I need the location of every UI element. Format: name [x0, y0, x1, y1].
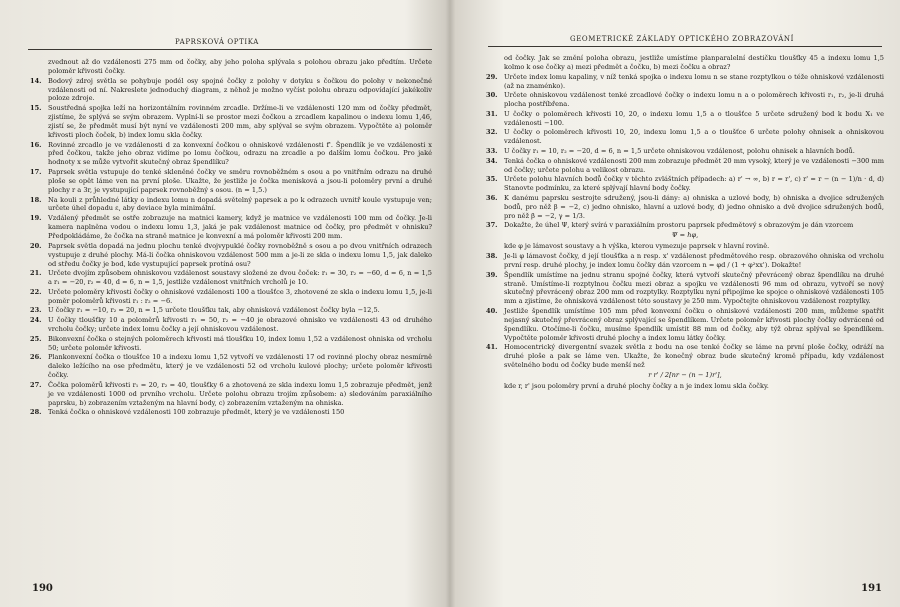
exercise-number: 14. — [30, 76, 42, 85]
exercise-item — [30, 77, 432, 104]
exercise-text: Na kouli z průhledné látky o indexu lomu n dopadá světelný paprsek a po k odrazech uvnitř koule vystupuje ven; určete úhel dopadu ε, aby deviace byla minimální. — [48, 195, 432, 213]
exercise-item — [486, 382, 884, 391]
exercise-text: Je-li φ lámavost čočky, d její tloušťka a n resp. x' vzdálenost předmětového resp. obrazového ohniska od vrcholu první resp. druhé plochy, je index lomu čočky dán vzorcem n = φd / (1 + φ²xx'). Dokažte! — [504, 252, 884, 269]
exercise-item — [486, 175, 884, 193]
exercise-item — [30, 288, 432, 306]
exercise-number: 36. — [486, 193, 498, 202]
exercise-number: 29. — [486, 72, 498, 81]
exercise-item — [30, 58, 432, 76]
exercise-number: 17. — [30, 168, 42, 177]
exercise-text: Tenká čočka o ohniskové vzdálenosti 200 mm zobrazuje předmět 20 mm vysoký, který je ve vzdálenosti −300 mm od čočky; určete polohu a velikost obrazu. — [504, 156, 884, 174]
exercise-item — [486, 54, 884, 72]
exercise-number: 38. — [486, 252, 498, 260]
exercise-number: 30. — [486, 91, 498, 100]
exercise-number: 23. — [30, 306, 42, 315]
exercise-number: 31. — [486, 109, 498, 118]
exercise-item — [30, 269, 432, 287]
exercise-text: Určete ohniskovou vzdálenost tenké zrcadlové čočky o indexu lomu n a o poloměrech křivosti r₁, r₂, je-li druhá plocha postříbřena. — [504, 91, 884, 109]
exercise-text: Soustředná spojka leží na horizontálním rovinném zrcadle. Držíme-li ve vzdálenosti 120 mm od čočky předmět, zjistíme, že splývá se svým obrazem. Vyplní-li se prostor mezi čočkou a zrcadlem kapalinou o indexu lomu 1,46, zjistí se, že předmět musí být nyní ve vzdálenosti 200 mm, aby splýval se svým obrazem. Vypočtěte a) poloměr křivosti ploch čoček, b) index lomu skla čočky. — [48, 104, 432, 139]
right-page-body — [486, 54, 884, 392]
exercise-number: 18. — [30, 195, 42, 204]
formula-text: r r' / 2[nr − (n − 1)r'], — [648, 371, 722, 380]
exercise-number: 28. — [30, 408, 42, 417]
exercise-text: Vzdálený předmět se ostře zobrazuje na matnici kamery, když je matnice ve vzdálenosti 100 mm od čočky. Je-li kamera naplněna vodou o indexu lomu 1,3, jaká je pak vzdálenost matnice od čočky, pro předmět v ohnisku? Předpokládáme, že čočka na straně matnice je konvexní a má poloměr křivosti 200 mm. — [48, 214, 432, 240]
right-page-number: 191 — [861, 583, 882, 594]
exercise-text: K danému paprsku sestrojte sdružený, jsou-li dány: a) ohniska a uzlové body, b) ohniska a dvojice sdružených bodů, pro něž β = −2, c) jedno ohnisko, hlavní a uzlové body, d) jedno ohnisko a dvě dvojice sdružených bodů, pro něž β = −2, γ = 1/3. — [504, 193, 884, 220]
exercise-number: 25. — [30, 334, 42, 343]
exercise-item — [30, 196, 432, 214]
exercise-text: kde φ je lámavost soustavy a h výška, kterou vymezuje paprsek v hlavní rovině. — [504, 242, 770, 251]
exercise-text: Určete polohu hlavních bodů čočky v těchto zvláštních případech: a) r' → ∞, b) r = r', c) r' = r − (n − 1)/n · d, d) Stanovte podmínku, za které splývají hlavní body čočky. — [504, 175, 884, 193]
exercise-text: Určete poloměry křivosti čočky o ohniskové vzdálenosti 100 a tloušťce 3, zhotovené ze skla o indexu lomu 1,5, je-li poměr poloměrů křivosti r₁ : r₂ = −6. — [48, 287, 432, 305]
exercise-text: U čočky tloušťky 10 a poloměrů křivosti r₁ = 50, r₂ = −40 je obrazové ohnisko ve vzdálenosti 43 od druhého vrcholu čočky; určete index lomu čočky a její ohniskovou vzdálenost. — [48, 316, 432, 334]
exercise-text: Paprsek světla dopadá na jednu plochu tenké dvojvypuklé čočky rovnoběžně s osou a po dvou vnitřních odrazech vystupuje z druhé plochy. Má-li čočka ohniskovou vzdálenost 500 mm a je-li ze skla o indexu lomu 1,5, jak daleko od středu čočky je bod, kde vystupující paprsek protíná osu? — [48, 241, 432, 268]
exercise-item — [486, 157, 884, 175]
exercise-text: kde r, r' jsou poloměry první a druhé plochy čočky a n je index lomu skla čočky. — [504, 382, 769, 391]
exercise-item — [30, 242, 432, 269]
exercise-number: 24. — [30, 316, 42, 325]
exercise-text: Určete index lomu kapaliny, v níž tenká spojka o indexu lomu n se stane rozptylkou o téže ohniskové vzdálenosti (až na znaménko). — [504, 72, 884, 90]
exercise-text: Určete dvojím způsobem ohniskovou vzdálenost soustavy složené ze dvou čoček: r₁ = 30, r₂ = −60, d = 6, n = 1,5 a r₁ = −20, r₂ = 40, d = 6, n = 1,5, jestliže vzdálenost vnitřních vrcholů je 10. — [48, 269, 432, 287]
exercise-number: 32. — [486, 128, 498, 137]
left-header-rule — [28, 49, 432, 50]
exercise-item — [30, 104, 432, 140]
exercise-number: 35. — [486, 175, 498, 184]
exercise-text: U čočky r₁ = −10, r₂ = 20, n = 1,5 určete tloušťku tak, aby ohnisková vzdálenost čočky byla −12,5. — [48, 306, 380, 315]
formula — [486, 371, 884, 380]
exercise-item — [30, 408, 432, 417]
exercise-number: 15. — [30, 104, 42, 113]
exercise-number: 19. — [30, 214, 42, 223]
exercise-text: Jestliže špendlík umístíme 105 mm před konvexní čočku o ohniskové vzdálenosti 200 mm, můžeme spatřit nejasný skutečný převrácený obraz splývající se špendlíkem. Určete poloměr křivosti plochy čočky odvrácené od špendlíku. Otočíme-li čočku, musíme špendlík umístit 88 mm od čočky, aby týž obraz splýval se špendlíkem. Vypočtěte poloměr křivosti druhé plochy a index lomu látky čočky. — [504, 307, 884, 342]
exercise-item — [30, 353, 432, 380]
exercise-item — [486, 242, 884, 251]
formula-text: Ψ = hφ, — [671, 231, 699, 240]
exercise-item — [486, 110, 884, 128]
exercise-text: Bodový zdroj světla se pohybuje podél osy spojné čočky z polohy v dotyku s čočkou do polohy v nekonečné vzdálenosti od ní. Nakreslete jednoduchý diagram, z něhož je možno vyčíst polohu obrazu odpovídající jakékoliv poloze zdroje. — [48, 76, 432, 103]
exercise-item — [486, 128, 884, 146]
exercise-text: Špendlík umístíme na jednu stranu spojné čočky, která vytvoří skutečný převrácený obraz špendlíku na druhé straně. Umístíme-li rozptylnou čočku mezi obraz a spojku ve vzdálenosti 96 mm od obrazu, vytvoří se nový skutečný převrácený obraz 200 mm od rozptylky. Rozptylku nyní připojíme ke spojce o ohniskové vzdálenosti 105 mm a zjistíme, že ohnisková vzdálenost této soustavy je 250 mm. Vypočtejte ohniskovou vzdálenost rozptylky. — [504, 270, 884, 306]
exercise-item — [486, 307, 884, 343]
exercise-text: Rovinné zrcadlo je ve vzdálenosti d za konvexní čočkou o ohniskové vzdálenosti f'. Špendlík je ve vzdálenosti x před čočkou, takže jeho obraz vidíme po lomu čočkou, odrazu na zrcadle a po dalším lomu čočkou. Pro jaké hodnoty x se může vytvořit skutečný obraz špendlíku? — [48, 140, 432, 167]
exercise-item — [30, 141, 432, 168]
left-page — [0, 0, 446, 607]
exercise-number: 20. — [30, 241, 42, 250]
exercise-text: od čočky. Jak se změní poloha obrazu, jestliže umístíme planparalelní destičku tloušťky 45 a indexu lomu 1,5 kolmo k ose čočky a) mezi předmět a čočku, b) mezi čočku a obraz? — [504, 54, 884, 71]
exercise-item — [486, 271, 884, 307]
exercise-number: 41. — [486, 343, 498, 352]
exercise-number: 33. — [486, 147, 498, 156]
exercise-text: Plankonvexní čočka o tloušťce 10 a indexu lomu 1,52 vytvoří ve vzdálenosti 17 od rovinné plochy obraz nesmírně daleko ležícího na ose předmětu, který je ve vzdálenosti 52 od vrcholu kulové plochy; určete poloměr křivosti čočky. — [48, 353, 432, 380]
exercise-number: 22. — [30, 287, 42, 296]
exercise-item — [30, 381, 432, 408]
right-page — [452, 0, 900, 607]
exercise-text: Paprsek světla vstupuje do tenké skleněné čočky ve směru rovnoběžném s osou a po vnitřním odrazu na druhé ploše se opět láme ven na první ploše. Ukažte, že jestliže je čočka menisková a jsou-li poloměry první a druhé plochy r a 3r, je vystupující paprsek rovnoběžný s osou. (n = 1,5.) — [48, 168, 432, 194]
exercise-number: 40. — [486, 307, 498, 316]
exercise-number: 16. — [30, 140, 42, 149]
formula — [486, 231, 884, 240]
exercise-number: 39. — [486, 270, 498, 279]
left-page-header: PAPRSKOVÁ OPTIKA — [175, 38, 259, 46]
exercise-text: U čočky r₁ = 10, r₂ = −20, d = 6, n = 1,5 určete ohniskovou vzdálenost, polohu ohnisek a hlavních bodů. — [504, 147, 855, 156]
exercise-number: 26. — [30, 353, 42, 362]
exercise-text: Čočka poloměrů křivosti r₁ = 20, r₂ = 40, tloušťky 6 a zhotovená ze skla indexu lomu 1,5 zobrazuje předmět, jenž je ve vzdálenosti 1000 od prvního vrcholu. Určete polohu obrazu trojím způsobem: a) sledováním paraxiálního paprsku, b) zobrazením vztaženým na hlavní body, c) zobrazením vztaženým na ohniska. — [48, 380, 432, 407]
exercise-item — [30, 316, 432, 334]
exercise-item — [486, 221, 884, 230]
exercise-number: 37. — [486, 221, 498, 230]
exercise-text: U čočky o poloměrech křivosti 10, 20, o indexu lomu 1,5 a o tloušťce 5 určete sdružený bod k bodu X₁ ve vzdálenosti −100. — [504, 109, 884, 127]
exercise-number: 21. — [30, 269, 42, 278]
exercise-text: Tenká čočka o ohniskové vzdálenosti 100 zobrazuje předmět, který je ve vzdálenosti 150 — [48, 408, 345, 417]
left-page-number: 190 — [32, 583, 53, 594]
exercise-item — [30, 306, 432, 315]
exercise-text: zvednout až do vzdálenosti 275 mm od čočky, aby jeho poloha splývala s polohou obrazu jako předtím. Určete poloměr křivosti čočky. — [48, 58, 432, 75]
left-page-body — [30, 58, 432, 418]
exercise-text: U čočky o poloměrech křivosti 10, 20, indexu lomu 1,5 a o tloušťce 6 určete polohy ohnisek a ohniskovou vzdálenost. — [504, 128, 884, 146]
exercise-item — [486, 252, 884, 270]
exercise-item — [486, 73, 884, 91]
exercise-item — [486, 194, 884, 221]
right-page-header: GEOMETRICKÉ ZÁKLADY OPTICKÉHO ZOBRAZOVÁNÍ — [570, 35, 794, 43]
exercise-text: Homocentrický divergentní svazek světla z bodu na ose tenké čočky se láme na první ploše čočky, odráží na druhé ploše a pak se láme ven. Ukažte, že konečný obraz bude skutečný kromě případu, kdy vzdálenost světelného bodu od čočky bude menší než — [504, 343, 884, 370]
right-header-rule — [488, 46, 882, 47]
exercise-item — [486, 91, 884, 109]
exercise-number: 27. — [30, 380, 42, 389]
exercise-item — [30, 168, 432, 195]
exercise-item — [30, 214, 432, 241]
exercise-item — [30, 335, 432, 353]
exercise-number: 34. — [486, 156, 498, 165]
exercise-item — [486, 147, 884, 156]
exercise-text: Dokažte, že úhel Ψ, který svírá v paraxiálním prostoru paprsek předmětový s obrazovým je dán vzorcem — [504, 221, 854, 230]
exercise-text: Bikonvexní čočka o stejných poloměrech křivosti má tloušťku 10, index lomu 1,52 a vzdálenost ohniska od vrcholu 50; určete poloměr křivosti. — [48, 334, 432, 352]
exercise-item — [486, 343, 884, 370]
